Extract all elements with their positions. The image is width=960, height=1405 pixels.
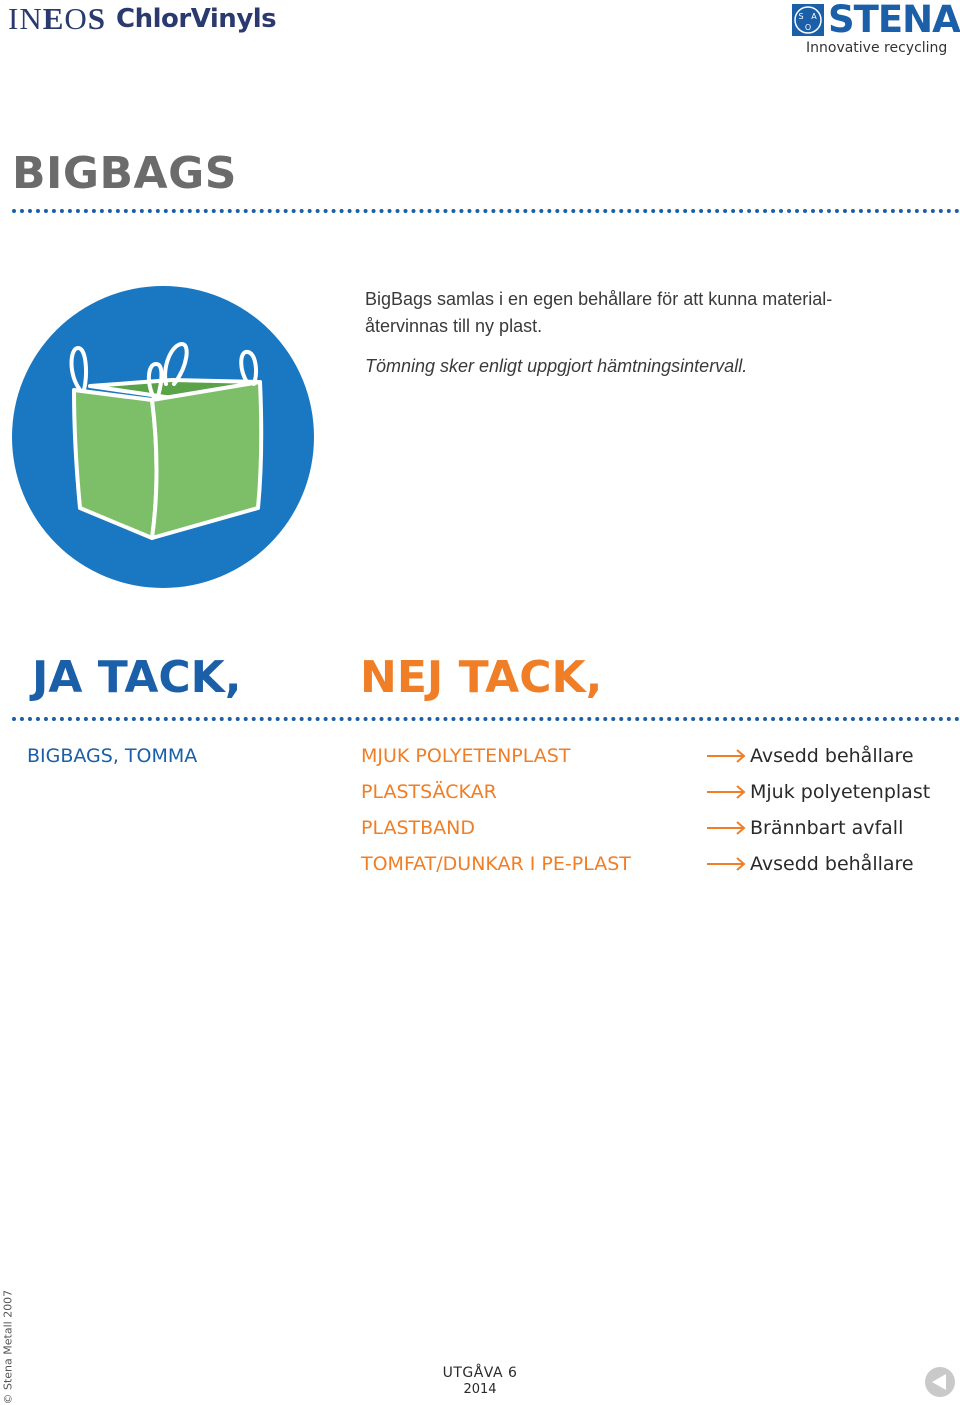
destination-label: Brännbart avfall bbox=[750, 817, 904, 839]
copyright-notice: © Stena Metall 2007 bbox=[1, 1289, 15, 1405]
arrow-right-icon bbox=[706, 784, 746, 800]
accepted-list bbox=[27, 738, 197, 774]
no-heading: NEJ TACK, bbox=[360, 652, 603, 703]
rejected-item: PLASTSÄCKAR bbox=[361, 781, 497, 803]
bigbag-icon bbox=[12, 286, 314, 588]
ineos-wordmark: INEOS bbox=[8, 1, 107, 36]
destination-list bbox=[706, 738, 930, 882]
chlorvinyls-wordmark: ChlorVinyls bbox=[116, 4, 277, 34]
arrow-right-icon bbox=[706, 856, 746, 872]
rejected-item: PLASTBAND bbox=[361, 817, 476, 839]
destination-row bbox=[706, 810, 930, 846]
rejected-list bbox=[361, 738, 631, 882]
collection-note: Tömning sker enligt uppgjort hämtningsintervall. bbox=[365, 356, 748, 376]
arrow-right-icon bbox=[706, 748, 746, 764]
lists-divider bbox=[12, 717, 960, 721]
ineos-chlorvinyls-logo bbox=[8, 2, 288, 36]
rejected-item: MJUK POLYETENPLAST bbox=[361, 745, 571, 767]
rejected-item: TOMFAT/DUNKAR I PE-PLAST bbox=[361, 853, 631, 875]
stena-emblem-icon bbox=[792, 4, 824, 36]
stena-logo bbox=[792, 0, 960, 58]
destination-row bbox=[706, 774, 930, 810]
svg-text:A: A bbox=[811, 12, 817, 21]
destination-label: Mjuk polyetenplast bbox=[750, 781, 931, 803]
destination-row bbox=[706, 738, 930, 774]
edition-label: UTGÅVA 6 bbox=[442, 1365, 518, 1381]
destination-row bbox=[706, 846, 930, 882]
edition-year: 2014 bbox=[463, 1382, 497, 1397]
arrow-right-icon bbox=[706, 820, 746, 836]
accepted-item: BIGBAGS, TOMMA bbox=[27, 745, 198, 767]
stena-tagline: Innovative recycling bbox=[806, 40, 948, 56]
description-line-1: BigBags samlas i en egen behållare för att kunna material- bbox=[365, 289, 833, 309]
stena-wordmark: STENA bbox=[828, 0, 960, 41]
back-arrow-icon[interactable] bbox=[924, 1366, 956, 1398]
destination-label: Avsedd behållare bbox=[750, 853, 914, 875]
description bbox=[365, 286, 905, 340]
destination-label: Avsedd behållare bbox=[750, 745, 914, 767]
svg-text:S: S bbox=[798, 12, 804, 21]
svg-text:O: O bbox=[804, 23, 812, 32]
page-title: BIGBAGS bbox=[12, 148, 237, 199]
edition-info bbox=[440, 1364, 520, 1398]
yes-heading: JA TACK, bbox=[32, 652, 242, 703]
description-line-2: återvinnas till ny plast. bbox=[365, 316, 543, 336]
title-divider bbox=[12, 209, 960, 213]
